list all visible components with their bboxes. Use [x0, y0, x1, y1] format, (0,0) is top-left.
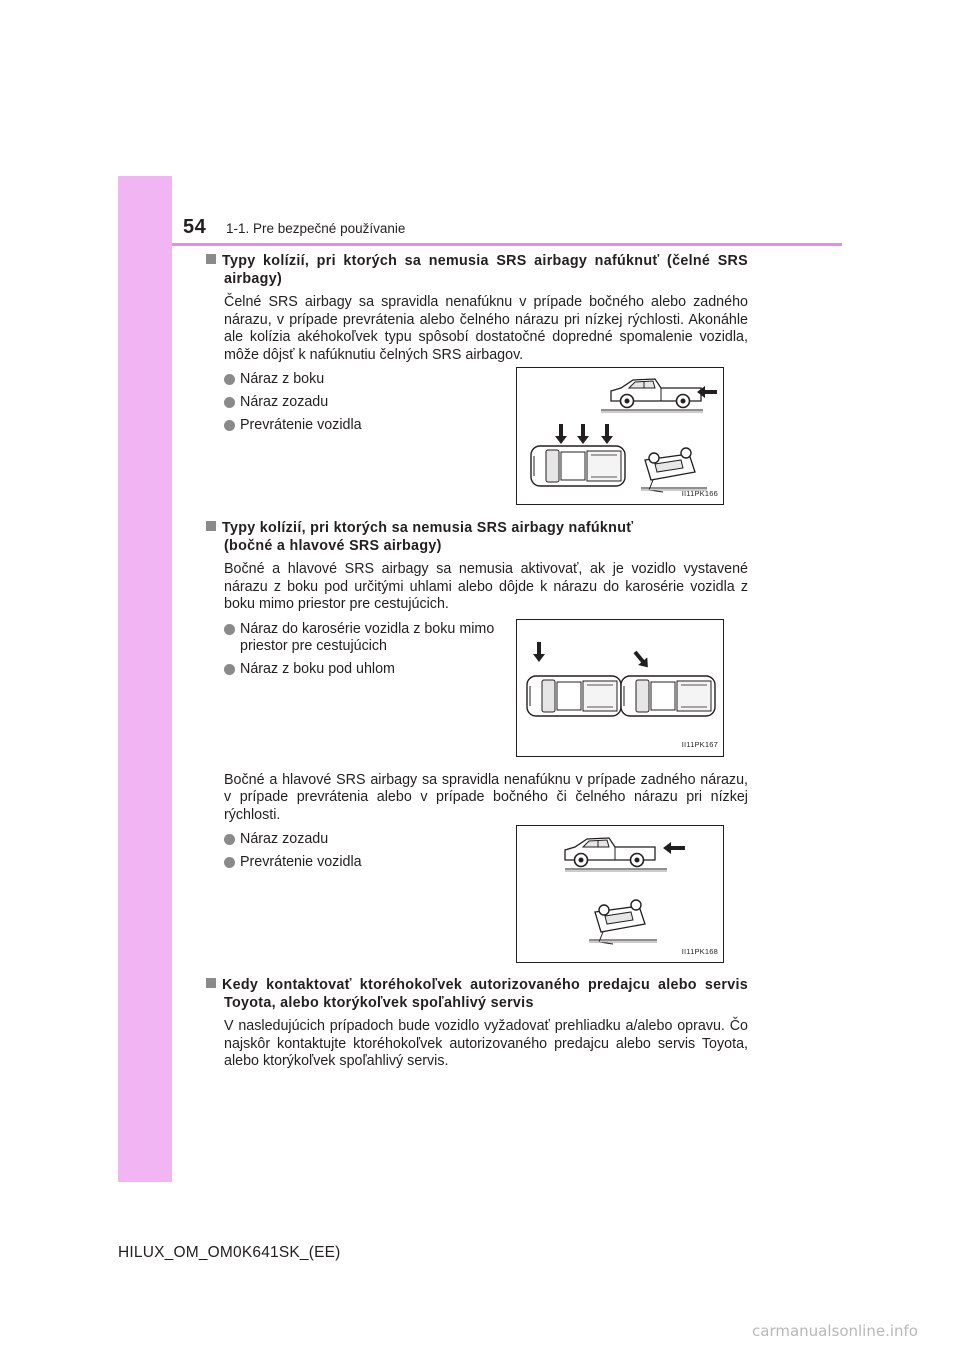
figure-code: II11PK167: [681, 740, 718, 749]
section-heading-frontal: Typy kolízií, pri ktorých sa nemusia SRS airbagy nafúknuť (čelné SRS airbagy): [204, 253, 748, 288]
circle-bullet-icon: [224, 834, 235, 845]
square-bullet-icon: [206, 254, 216, 264]
circle-bullet-icon: [224, 397, 235, 408]
bullet-list-3: [224, 831, 516, 963]
header-divider: [172, 243, 842, 246]
section-paragraph-side-2: Bočné a hlavové SRS airbagy sa spravidla nenafúknu v prípade zadného nárazu, v prípade prevrátenia alebo v prípade bočného či čelného nárazu pri nízkej rýchlosti.: [224, 771, 748, 823]
figure-code: II11PK166: [681, 488, 718, 498]
list-item: Náraz z boku pod uhlom: [224, 661, 516, 679]
list-item: Prevrátenie vozidla: [224, 417, 516, 435]
figure-collision-types-3: [516, 825, 724, 963]
square-bullet-icon: [206, 521, 216, 531]
document-code-footer: HILUX_OM_OM0K641SK_(EE): [118, 1244, 341, 1261]
section-paragraph-service: V nasledujúcich prípadoch bude vozidlo vyžadovať prehliadku a/alebo opravu. Čo najskôr kontaktujte ktoréhokoľvek autorizovaného predajcu alebo servis Toyota, alebo ktorýkoľvek spoľahlivý servis.: [224, 1018, 748, 1069]
bullets-figure-row-3: [224, 831, 748, 963]
chapter-title: 1-1. Pre bezpečné používanie: [226, 221, 406, 236]
section-paragraph-side: Bočné a hlavové SRS airbagy sa nemusia aktivovať, ak je vozidlo vystavené nárazu z boku pod určitými uhlami alebo dôjde k nárazu do karosérie vozidla z boku mimo priestor pre cestujúcich.: [224, 561, 748, 612]
circle-bullet-icon: [224, 420, 235, 431]
bullets-figure-row-1: [224, 371, 748, 505]
watermark: carmanualsonline.info: [752, 1322, 918, 1340]
square-bullet-icon: [206, 978, 216, 988]
section-heading-side: Typy kolízií, pri ktorých sa nemusia SRS airbagy nafúknuť (bočné a hlavové SRS airbagy): [204, 520, 748, 555]
figure-collision-types-2: [516, 619, 724, 757]
figure-code: II11PK168: [681, 946, 718, 956]
circle-bullet-icon: [224, 664, 235, 675]
bullets-figure-row-2: [224, 621, 748, 757]
circle-bullet-icon: [224, 624, 235, 635]
list-item: Náraz z boku: [224, 371, 516, 389]
list-item: Náraz zozadu: [224, 831, 516, 849]
page-content: [204, 253, 748, 1071]
circle-bullet-icon: [224, 857, 235, 868]
list-item: Náraz zozadu: [224, 394, 516, 412]
bullet-list-2: [224, 621, 516, 757]
bullet-list-1: [224, 371, 516, 505]
figure-collision-types-1: [516, 367, 724, 505]
section-heading-service: Kedy kontaktovať ktoréhokoľvek autorizovaného predajcu alebo servis Toyota, alebo ktorýkoľvek spoľahlivý servis: [204, 977, 748, 1012]
section-paragraph-frontal: Čelné SRS airbagy sa spravidla nenafúknu v prípade bočného alebo zadného nárazu, v prípade prevrátenia alebo čelného nárazu pri nízkej rýchlosti. Akonáhle ale kolízia akéhokoľvek typu spôsobí dostatočné dopredné spomalenie vozidla, môže dôjsť k nafúknutiu čelných SRS airbagov.: [224, 294, 748, 363]
list-item: Náraz do karosérie vozidla z boku mimo priestor pre cestujúcich: [224, 621, 516, 656]
list-item: Prevrátenie vozidla: [224, 854, 516, 872]
circle-bullet-icon: [224, 374, 235, 385]
page-number: 54: [183, 216, 207, 238]
chapter-sidebar: [118, 176, 172, 1182]
